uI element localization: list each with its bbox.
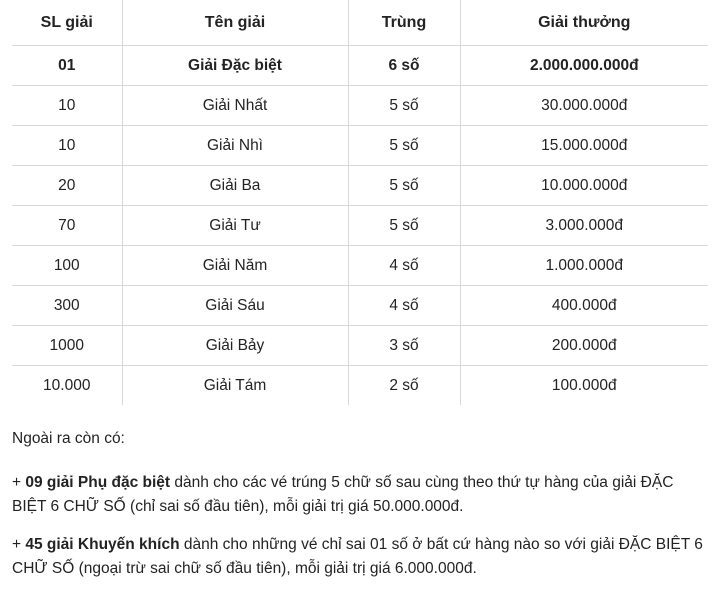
prize-match: 2 số [348, 366, 460, 406]
prize-table-body [12, 46, 708, 406]
note-1-prefix: + [12, 474, 26, 492]
prize-value: 200.000đ [460, 326, 708, 366]
prize-name: Giải Đặc biệt [122, 46, 348, 86]
prize-value: 1.000.000đ [460, 246, 708, 286]
note-2-bold: 45 giải Khuyến khích [25, 536, 180, 554]
table-row [12, 206, 708, 246]
prize-name: Giải Năm [122, 246, 348, 286]
prize-table [12, 0, 708, 405]
table-header-row [12, 0, 708, 46]
note-consolation-prize [12, 533, 708, 581]
table-row [12, 286, 708, 326]
prize-quantity: 300 [12, 286, 122, 326]
column-header-prize-value: Giải thưởng [460, 0, 708, 46]
prize-value: 10.000.000đ [460, 166, 708, 206]
prize-name: Giải Tư [122, 206, 348, 246]
prize-match: 5 số [348, 206, 460, 246]
column-header-quantity: SL giải [12, 0, 122, 46]
note-special-sub-prize [12, 471, 708, 519]
table-row [12, 246, 708, 286]
prize-match: 5 số [348, 86, 460, 126]
prize-match: 4 số [348, 246, 460, 286]
prize-match: 5 số [348, 126, 460, 166]
notes-intro: Ngoài ra còn có: [12, 430, 125, 447]
table-row [12, 86, 708, 126]
prize-value: 30.000.000đ [460, 86, 708, 126]
table-row [12, 366, 708, 406]
prize-quantity: 70 [12, 206, 122, 246]
prize-name: Giải Nhất [122, 86, 348, 126]
prize-match: 5 số [348, 166, 460, 206]
prize-name: Giải Bảy [122, 326, 348, 366]
prize-match: 3 số [348, 326, 460, 366]
prize-quantity: 1000 [12, 326, 122, 366]
prize-quantity: 20 [12, 166, 122, 206]
column-header-prize-name: Tên giải [122, 0, 348, 46]
note-1-rest: dành cho các vé trúng 5 chữ số sau cùng theo thứ tự hàng của giải ĐẶC BIỆT 6 CHỮ SỐ (chỉ sai số đầu tiên), mỗi giải trị giá 50.000.000đ. [12, 474, 674, 516]
prize-match: 4 số [348, 286, 460, 326]
note-1-bold: 09 giải Phụ đặc biệt [25, 474, 171, 492]
note-2-prefix: + [12, 536, 26, 554]
prize-name: Giải Nhì [122, 126, 348, 166]
table-row [12, 46, 708, 86]
prize-value: 100.000đ [460, 366, 708, 406]
table-row [12, 326, 708, 366]
table-row [12, 126, 708, 166]
prize-quantity: 100 [12, 246, 122, 286]
prize-quantity: 10 [12, 126, 122, 166]
column-header-match: Trùng [348, 0, 460, 46]
prize-name: Giải Ba [122, 166, 348, 206]
note-2-rest: dành cho những vé chỉ sai 01 số ở bất cứ hàng nào so với giải ĐẶC BIỆT 6 CHỮ SỐ (ngoại trừ sai chữ số đầu tiên), mỗi giải trị giá 6.000.000đ. [12, 536, 703, 578]
prize-name: Giải Tám [122, 366, 348, 406]
prize-match: 6 số [348, 46, 460, 86]
prize-value: 400.000đ [460, 286, 708, 326]
table-row [12, 166, 708, 206]
prize-value: 15.000.000đ [460, 126, 708, 166]
prize-quantity: 10 [12, 86, 122, 126]
prize-value: 3.000.000đ [460, 206, 708, 246]
prize-table-head [12, 0, 708, 46]
prize-name: Giải Sáu [122, 286, 348, 326]
prize-quantity: 10.000 [12, 366, 122, 406]
prize-quantity: 01 [12, 46, 122, 86]
notes-section [12, 405, 708, 581]
prize-value: 2.000.000.000đ [460, 46, 708, 86]
